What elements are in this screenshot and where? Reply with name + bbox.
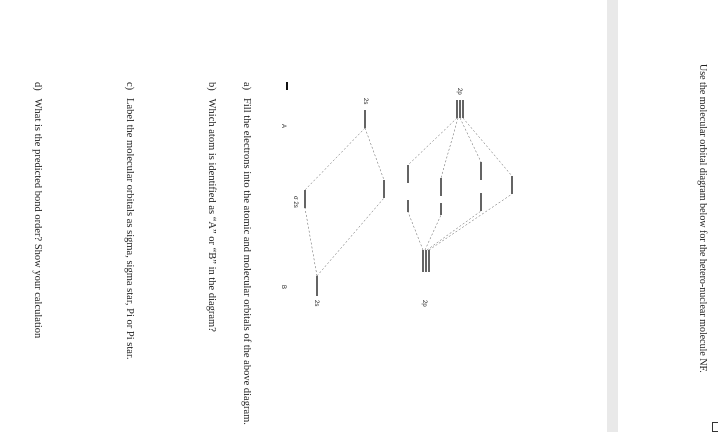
- question-c-text: Label the molecular orbitals as sigma, sigma star, Pi or Pi star.: [124, 98, 135, 360]
- instruction-text: [697, 64, 708, 373]
- question-b-label: b): [206, 82, 217, 91]
- right-2p-label: 2p: [421, 300, 427, 307]
- question-d: [32, 82, 43, 338]
- mo-diagram: [270, 80, 520, 310]
- atom-a-label: A: [280, 124, 286, 129]
- question-d-text: What is the predicted bond order? Show your calculation: [32, 98, 43, 339]
- left-2p-label: 2p: [456, 88, 462, 95]
- question-b: [206, 82, 217, 332]
- right-2s-label: 2s: [313, 300, 319, 307]
- question-c-label: c): [124, 82, 135, 91]
- sigma-2s-label: σ 2s: [292, 196, 298, 208]
- instruction-label: Use the molecular orbital diagram below for the hetero-nuclear molecule NF.: [697, 64, 708, 373]
- question-a-label: a): [241, 82, 252, 91]
- question-b-text: Which atom is identified as “A” or “B” in the diagram?: [206, 98, 217, 332]
- question-c: [124, 82, 135, 360]
- question-a-text: Fill the electrons into the atomic and molecular orbitals of the above diagram.: [241, 98, 252, 425]
- atom-b-label: B: [280, 285, 286, 290]
- bracket-mark: [712, 422, 718, 432]
- left-2s-label: 2s: [362, 98, 368, 105]
- orbital-levels: [305, 100, 512, 296]
- question-a: [241, 82, 252, 425]
- question-d-label: d): [32, 82, 43, 91]
